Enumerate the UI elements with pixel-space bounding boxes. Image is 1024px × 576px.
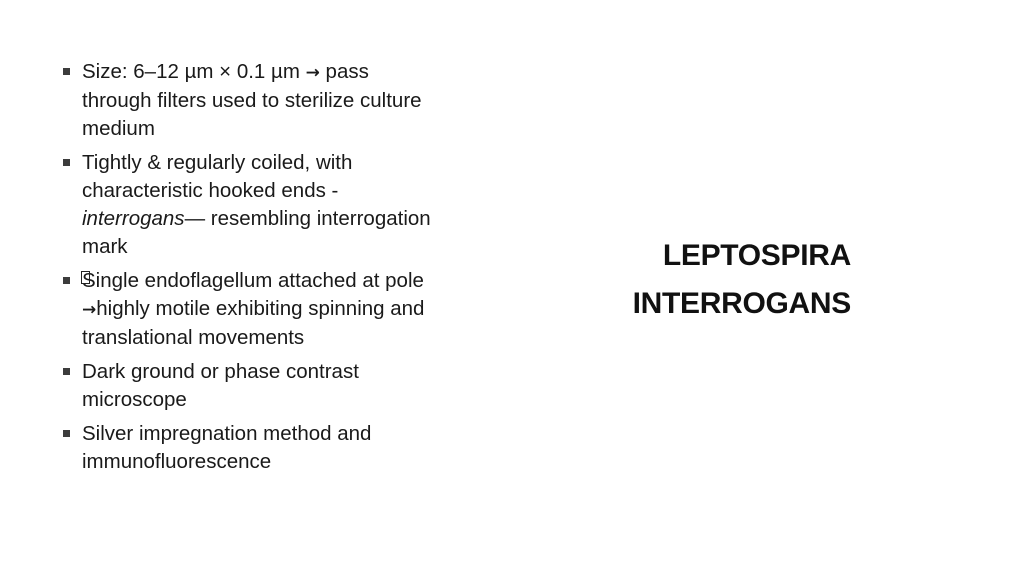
bullet-item-microscopy — [62, 358, 434, 414]
title-line: LEPTOSPIRA — [662, 239, 851, 272]
bullet-item-size — [62, 58, 434, 143]
bullet-text: — resembling interrogation mark — [82, 207, 431, 258]
bullet-item-coiling — [62, 149, 434, 261]
title-line: INTERROGANS — [632, 287, 851, 320]
square-bullet-icon — [63, 159, 70, 166]
square-bullet-icon — [63, 368, 70, 375]
square-bullet-icon — [63, 277, 70, 284]
bullet-item-flagellum — [62, 267, 434, 352]
bullet-text: Dark ground or phase contrast microscope — [82, 360, 359, 411]
bullet-text: Single endoflagellum attached at pole — [82, 269, 424, 292]
bullet-list — [62, 58, 434, 482]
square-bullet-icon — [63, 68, 70, 75]
slide-title — [600, 232, 851, 328]
right-arrow-icon: → — [82, 300, 97, 320]
bullet-text: Silver impregnation method and immunofluorescence — [82, 422, 372, 473]
right-arrow-icon: → — [305, 63, 320, 83]
bullet-text: pass through filters used to sterilize culture medium — [82, 60, 422, 140]
italic-term: interrogans — [82, 207, 185, 230]
bullet-text: highly motile exhibiting spinning and translational movements — [82, 297, 425, 349]
missing-glyph-icon — [81, 271, 90, 284]
bullet-item-staining — [62, 420, 434, 476]
square-bullet-icon — [63, 430, 70, 437]
bullet-text: Size: 6–12 µm × 0.1 µm — [82, 60, 306, 83]
bullet-text: Tightly & regularly coiled, with characteristic hooked ends - — [82, 151, 353, 202]
